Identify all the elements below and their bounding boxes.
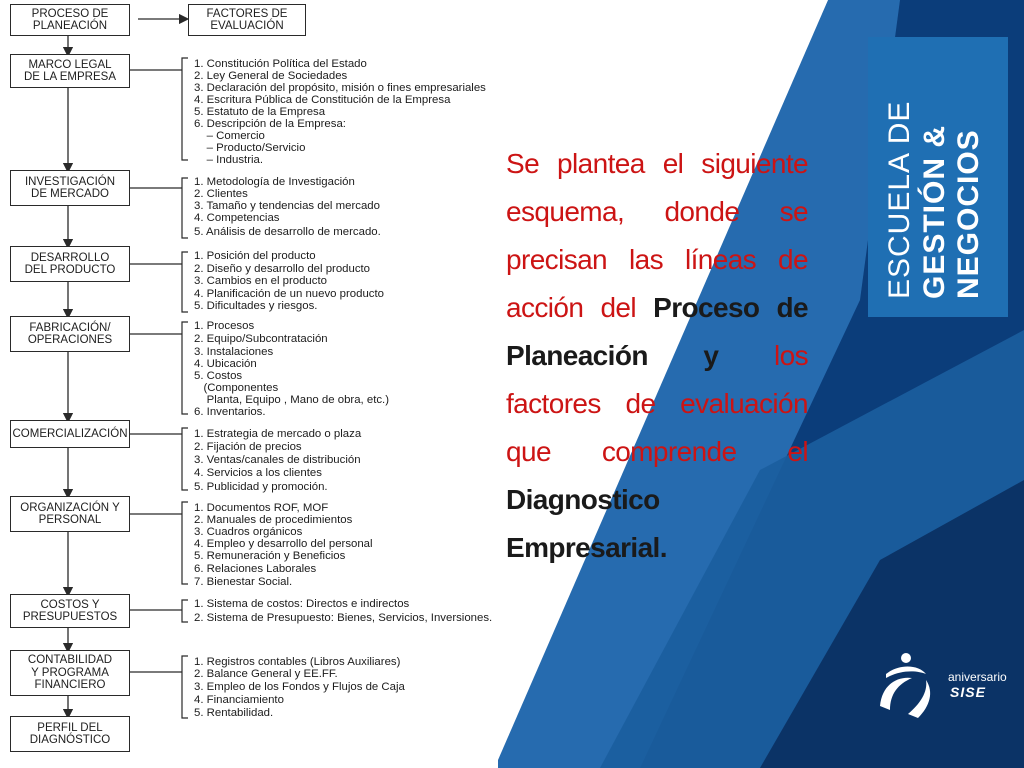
factor-item: – Producto/Servicio <box>194 142 306 154</box>
final-stage-box: PERFIL DEL DIAGNÓSTICO <box>10 716 130 752</box>
paragraph-bold-diagnostic: Diagnostico Empresarial. <box>506 484 667 563</box>
stage-box-costs: COSTOS Y PRESUPUESTOS <box>10 594 130 628</box>
factor-item: – Industria. <box>194 154 264 166</box>
bracket-5 <box>182 428 188 490</box>
factor-item: 1. Procesos <box>194 320 255 332</box>
factor-item: 4. Financiamiento <box>194 694 284 706</box>
bracket-2 <box>182 178 188 238</box>
bracket-connectors <box>130 58 188 718</box>
bracket-3 <box>182 252 188 312</box>
factor-item: 2. Diseño y desarrollo del producto <box>194 263 371 275</box>
logo-brand: SISE <box>950 684 986 700</box>
logo-swoosh-3 <box>908 680 930 718</box>
factor-item: 4. Planificación de un nuevo producto <box>194 288 384 300</box>
logo-head <box>901 653 911 663</box>
factor-item: 2. Fijación de precios <box>194 441 302 453</box>
paragraph-middle: los factores de evaluación que comprende el <box>506 340 808 467</box>
logo-swoosh-1 <box>886 667 926 679</box>
factor-item: 5. Publicidad y promoción. <box>194 481 328 493</box>
bracket-1 <box>182 58 188 160</box>
stage-box-accounting: CONTABILIDAD Y PROGRAMA FINANCIERO <box>10 650 130 696</box>
anniversary-logo-icon <box>868 648 1018 728</box>
bracket-8 <box>182 656 188 718</box>
school-line-3: NEGOCIOS <box>952 129 985 299</box>
logo-label: aniversario <box>948 670 1007 684</box>
factor-item: 2. Sistema de Presupuesto: Bienes, Servicios, Inversiones. <box>194 612 493 624</box>
factor-item: 2. Manuales de procedimientos <box>194 514 353 526</box>
stage-box-legal: MARCO LEGAL DE LA EMPRESA <box>10 54 130 88</box>
factor-item: 3. Cambios en el producto <box>194 275 327 287</box>
factor-item: 3. Instalaciones <box>194 346 274 358</box>
factor-item: 3. Ventas/canales de distribución <box>194 454 361 466</box>
factor-item: 1. Sistema de costos: Directos e indirectos <box>194 598 410 610</box>
factor-item: 6. Descripción de la Empresa: <box>194 118 346 130</box>
school-line-1: ESCUELA DE <box>883 100 916 299</box>
factor-item: 3. Declaración del propósito, misión o fines empresariales <box>194 82 486 94</box>
factor-item: 5. Remuneración y Beneficios <box>194 550 346 562</box>
factor-item: Planta, Equipo , Mano de obra, etc.) <box>194 394 390 406</box>
logo-swoosh-2 <box>880 678 912 710</box>
factor-item: 2. Clientes <box>194 188 248 200</box>
factor-item: 5. Análisis de desarrollo de mercado. <box>194 226 381 238</box>
factor-item: 5. Costos <box>194 370 243 382</box>
bracket-7 <box>182 600 188 622</box>
factor-item: 4. Servicios a los clientes <box>194 467 322 479</box>
process-header-box: PROCESO DE PLANEACIÓN <box>10 4 130 36</box>
factor-item: 1. Constitución Política del Estado <box>194 58 367 70</box>
school-badge-text <box>868 37 1008 317</box>
factor-item: 1. Documentos ROF, MOF <box>194 502 329 514</box>
factor-item: 6. Relaciones Laborales <box>194 563 317 575</box>
factor-item: 2. Balance General y EE.FF. <box>194 668 338 680</box>
explanatory-paragraph <box>506 140 808 572</box>
factor-item: 5. Estatuto de la Empresa <box>194 106 326 118</box>
bracket-4 <box>182 322 188 414</box>
factor-item: 3. Cuadros orgánicos <box>194 526 303 538</box>
stage-box-commercial: COMERCIALIZACIÓN <box>10 420 130 448</box>
factor-item: 4. Competencias <box>194 212 280 224</box>
factor-item: 4. Empleo y desarrollo del personal <box>194 538 373 550</box>
factor-item: 4. Ubicación <box>194 358 257 370</box>
factor-item: 2. Equipo/Subcontratación <box>194 333 328 345</box>
factor-item: 1. Estrategia de mercado o plaza <box>194 428 362 440</box>
factor-item: – Comercio <box>194 130 265 142</box>
factor-item: 2. Ley General de Sociedades <box>194 70 348 82</box>
factor-item: 3. Tamaño y tendencias del mercado <box>194 200 380 212</box>
factor-item: 4. Escritura Pública de Constitución de la Empresa <box>194 94 451 106</box>
factor-item: 1. Registros contables (Libros Auxiliares) <box>194 656 401 668</box>
paragraph-bold-process: Proceso de Planeación y <box>506 292 809 371</box>
stage-box-product: DESARROLLO DEL PRODUCTO <box>10 246 130 282</box>
factor-item: 7. Bienestar Social. <box>194 576 293 588</box>
school-line-2: GESTIÓN & <box>918 124 951 299</box>
factor-item: 1. Metodología de Investigación <box>194 176 355 188</box>
bracket-6 <box>182 502 188 584</box>
factors-header-box: FACTORES DE EVALUACIÓN <box>188 4 306 36</box>
factor-item: 1. Posición del producto <box>194 250 316 262</box>
factor-item: 3. Empleo de los Fondos y Flujos de Caja <box>194 681 405 693</box>
stage-box-operations: FABRICACIÓN/ OPERACIONES <box>10 316 130 352</box>
school-badge <box>868 37 1008 317</box>
stage-box-organization: ORGANIZACIÓN Y PERSONAL <box>10 496 130 532</box>
factor-item: (Componentes <box>194 382 279 394</box>
factor-item: 6. Inventarios. <box>194 406 266 418</box>
stage-box-market: INVESTIGACIÓN DE MERCADO <box>10 170 130 206</box>
paragraph-prefix: Se plantea el siguiente esquema, donde se precisan las líneas de acción del <box>506 148 808 323</box>
factor-item: 5. Rentabilidad. <box>194 707 274 719</box>
factor-item: 5. Dificultades y riesgos. <box>194 300 318 312</box>
